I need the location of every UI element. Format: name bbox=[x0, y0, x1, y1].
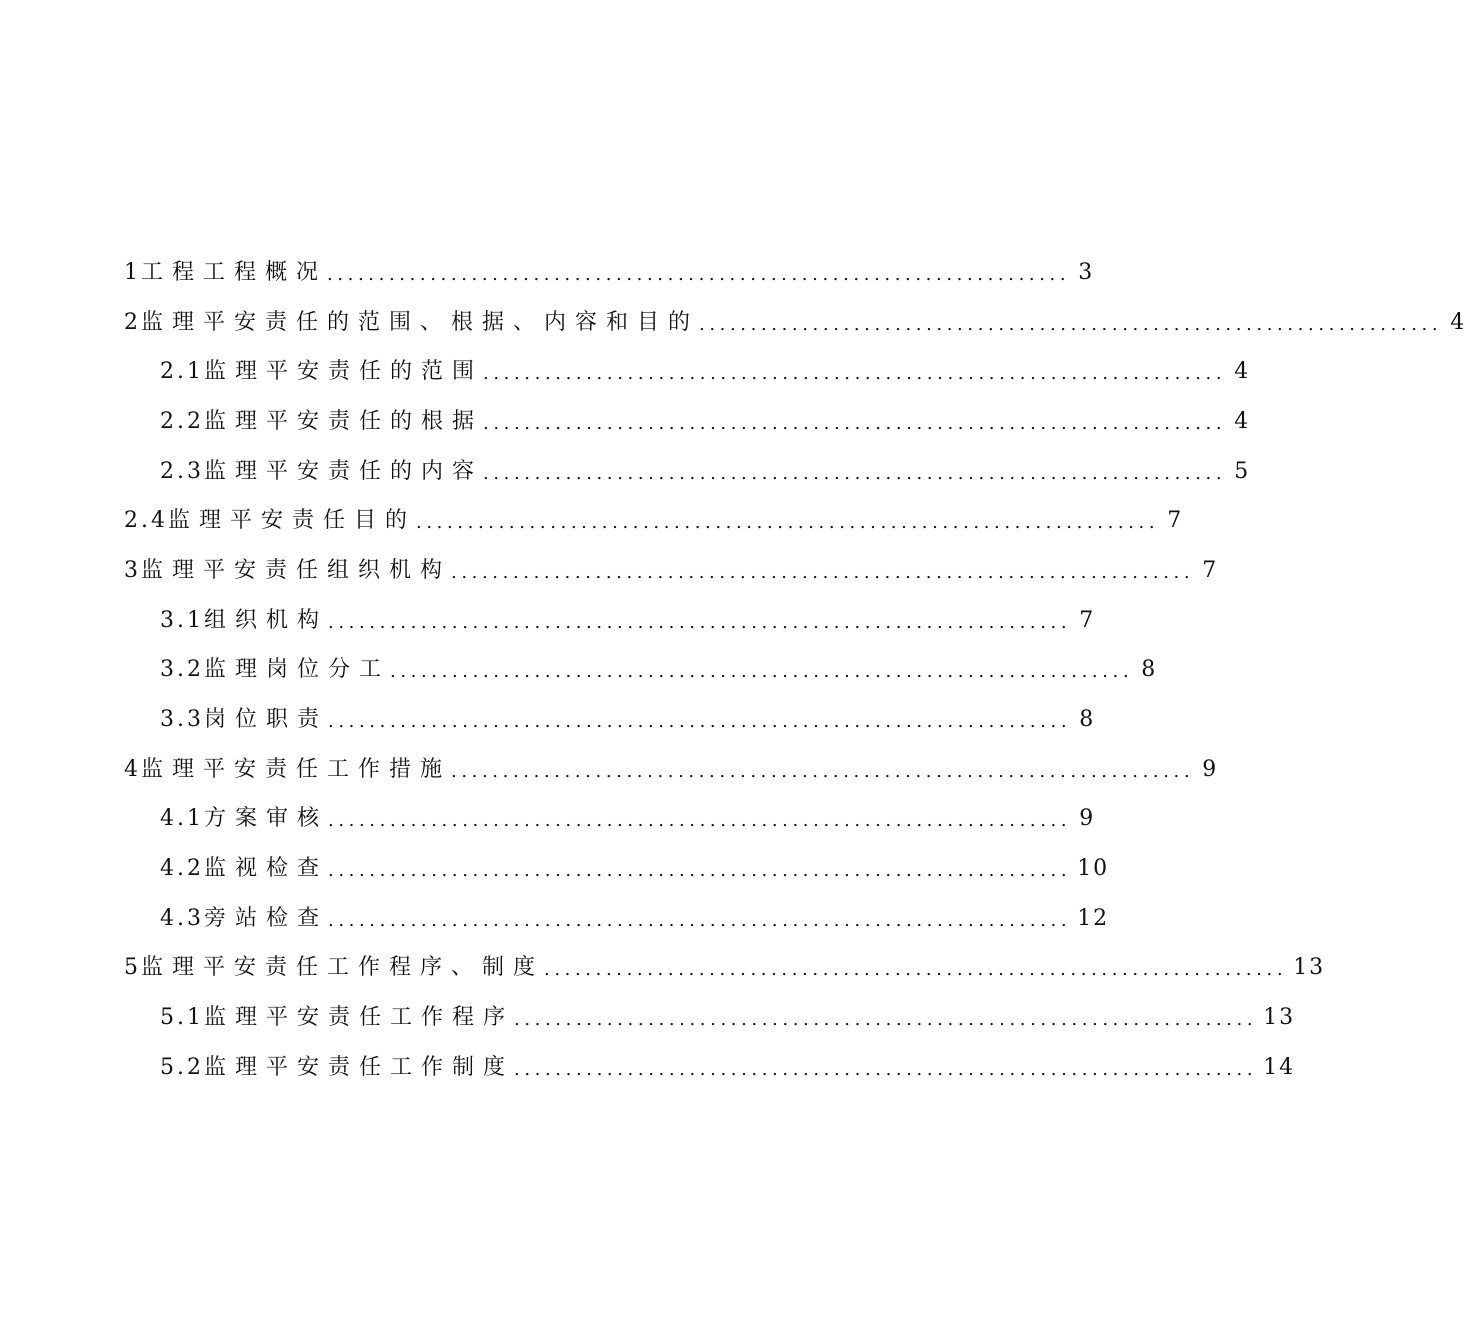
toc-entry-number: 5.2 bbox=[160, 1054, 204, 1080]
toc-entry-page: 8 bbox=[1079, 707, 1096, 733]
toc-entry-title: 监理平安责任工作程序、制度 bbox=[141, 955, 545, 981]
toc-entry-title: 监理岗位分工 bbox=[204, 657, 391, 683]
toc-entry[interactable] bbox=[0, 1043, 1296, 1093]
toc-entry-title: 方案审核 bbox=[204, 806, 329, 832]
toc-entry-number: 2.2 bbox=[160, 408, 204, 434]
table-of-contents bbox=[0, 248, 1466, 1093]
dot-leader: ........................................................................ bbox=[416, 512, 1160, 534]
toc-entry-page: 13 bbox=[1263, 1005, 1296, 1031]
toc-entry[interactable] bbox=[0, 447, 1251, 497]
toc-entry[interactable] bbox=[0, 646, 1158, 696]
dot-leader: ........................................................................ bbox=[544, 959, 1288, 981]
toc-entry[interactable] bbox=[0, 546, 1219, 596]
toc-entry[interactable] bbox=[0, 596, 1096, 646]
toc-entry-number: 2.1 bbox=[160, 359, 204, 385]
dot-leader: ........................................................................ bbox=[514, 1058, 1258, 1080]
toc-entry-title: 监理平安责任工作措施 bbox=[141, 756, 452, 782]
toc-entry-title: 岗位职责 bbox=[204, 707, 329, 733]
dot-leader: ........................................................................ bbox=[328, 810, 1072, 832]
toc-entry-number: 4.3 bbox=[160, 905, 204, 931]
toc-entry-page: 14 bbox=[1263, 1054, 1296, 1080]
toc-entry-number: 1 bbox=[124, 259, 141, 285]
dot-leader: ........................................................................ bbox=[328, 860, 1072, 882]
toc-entry[interactable] bbox=[0, 944, 1326, 994]
toc-entry-number: 2 bbox=[124, 309, 141, 335]
toc-entry[interactable] bbox=[0, 894, 1110, 944]
toc-entry[interactable] bbox=[0, 496, 1184, 546]
toc-entry-number: 4 bbox=[124, 756, 141, 782]
toc-entry[interactable] bbox=[0, 745, 1219, 795]
toc-entry-page: 9 bbox=[1079, 806, 1096, 832]
toc-entry-title: 监理平安责任的根据 bbox=[204, 408, 484, 434]
toc-entry-page: 4 bbox=[1234, 408, 1251, 434]
toc-entry[interactable] bbox=[0, 298, 1466, 348]
toc-entry-title: 监视检查 bbox=[204, 856, 329, 882]
toc-entry-number: 4.2 bbox=[160, 856, 204, 882]
toc-entry-title: 监理平安责任工作程序 bbox=[204, 1005, 515, 1031]
toc-entry-title: 旁站检查 bbox=[204, 905, 329, 931]
toc-entry-number: 3.3 bbox=[160, 707, 204, 733]
dot-leader: ........................................................................ bbox=[328, 909, 1072, 931]
toc-entry[interactable] bbox=[0, 695, 1096, 745]
toc-entry-number: 4.1 bbox=[160, 806, 204, 832]
toc-entry-page: 10 bbox=[1077, 856, 1110, 882]
dot-leader: ........................................................................ bbox=[699, 313, 1443, 335]
toc-entry-page: 3 bbox=[1078, 259, 1095, 285]
toc-entry-title: 监理平安责任的范围、根据、内容和目的 bbox=[141, 309, 700, 335]
toc-entry-title: 监理平安责任目的 bbox=[168, 508, 417, 534]
toc-entry[interactable] bbox=[0, 248, 1095, 298]
toc-entry-title: 组织机构 bbox=[204, 607, 329, 633]
toc-entry-number: 3.2 bbox=[160, 657, 204, 683]
toc-entry-page: 8 bbox=[1141, 657, 1158, 683]
dot-leader: ........................................................................ bbox=[328, 611, 1072, 633]
toc-entry-page: 13 bbox=[1293, 955, 1326, 981]
dot-leader: ........................................................................ bbox=[390, 661, 1134, 683]
toc-entry-number: 3 bbox=[124, 557, 141, 583]
dot-leader: ........................................................................ bbox=[483, 462, 1227, 484]
toc-entry-page: 12 bbox=[1077, 905, 1110, 931]
toc-entry-title: 监理平安责任组织机构 bbox=[141, 557, 452, 583]
toc-entry[interactable] bbox=[0, 397, 1251, 447]
toc-entry-page: 9 bbox=[1202, 756, 1219, 782]
toc-entry-page: 7 bbox=[1079, 607, 1096, 633]
toc-entry-number: 5.1 bbox=[160, 1005, 204, 1031]
toc-entry-page: 7 bbox=[1167, 508, 1184, 534]
toc-entry-number: 5 bbox=[124, 955, 141, 981]
toc-entry-page: 4 bbox=[1450, 309, 1466, 335]
dot-leader: ........................................................................ bbox=[451, 760, 1195, 782]
toc-entry-page: 4 bbox=[1234, 359, 1251, 385]
toc-entry-title: 监理平安责任的范围 bbox=[204, 359, 484, 385]
dot-leader: ........................................................................ bbox=[451, 561, 1195, 583]
toc-entry[interactable] bbox=[0, 795, 1096, 845]
dot-leader: ........................................................................ bbox=[483, 412, 1227, 434]
dot-leader: ........................................................................ bbox=[328, 711, 1072, 733]
toc-entry-page: 5 bbox=[1234, 458, 1251, 484]
toc-entry-title: 监理平安责任工作制度 bbox=[204, 1054, 515, 1080]
toc-entry[interactable] bbox=[0, 993, 1296, 1043]
toc-entry-number: 2.4 bbox=[124, 508, 168, 534]
toc-entry[interactable] bbox=[0, 844, 1110, 894]
toc-entry-number: 3.1 bbox=[160, 607, 204, 633]
toc-entry-title: 工程工程概况 bbox=[141, 259, 328, 285]
dot-leader: ........................................................................ bbox=[483, 363, 1227, 385]
toc-entry[interactable] bbox=[0, 347, 1251, 397]
toc-entry-page: 7 bbox=[1202, 557, 1219, 583]
dot-leader: ........................................................................ bbox=[514, 1009, 1258, 1031]
toc-entry-title: 监理平安责任的内容 bbox=[204, 458, 484, 484]
toc-entry-number: 2.3 bbox=[160, 458, 204, 484]
dot-leader: ........................................................................ bbox=[327, 263, 1071, 285]
